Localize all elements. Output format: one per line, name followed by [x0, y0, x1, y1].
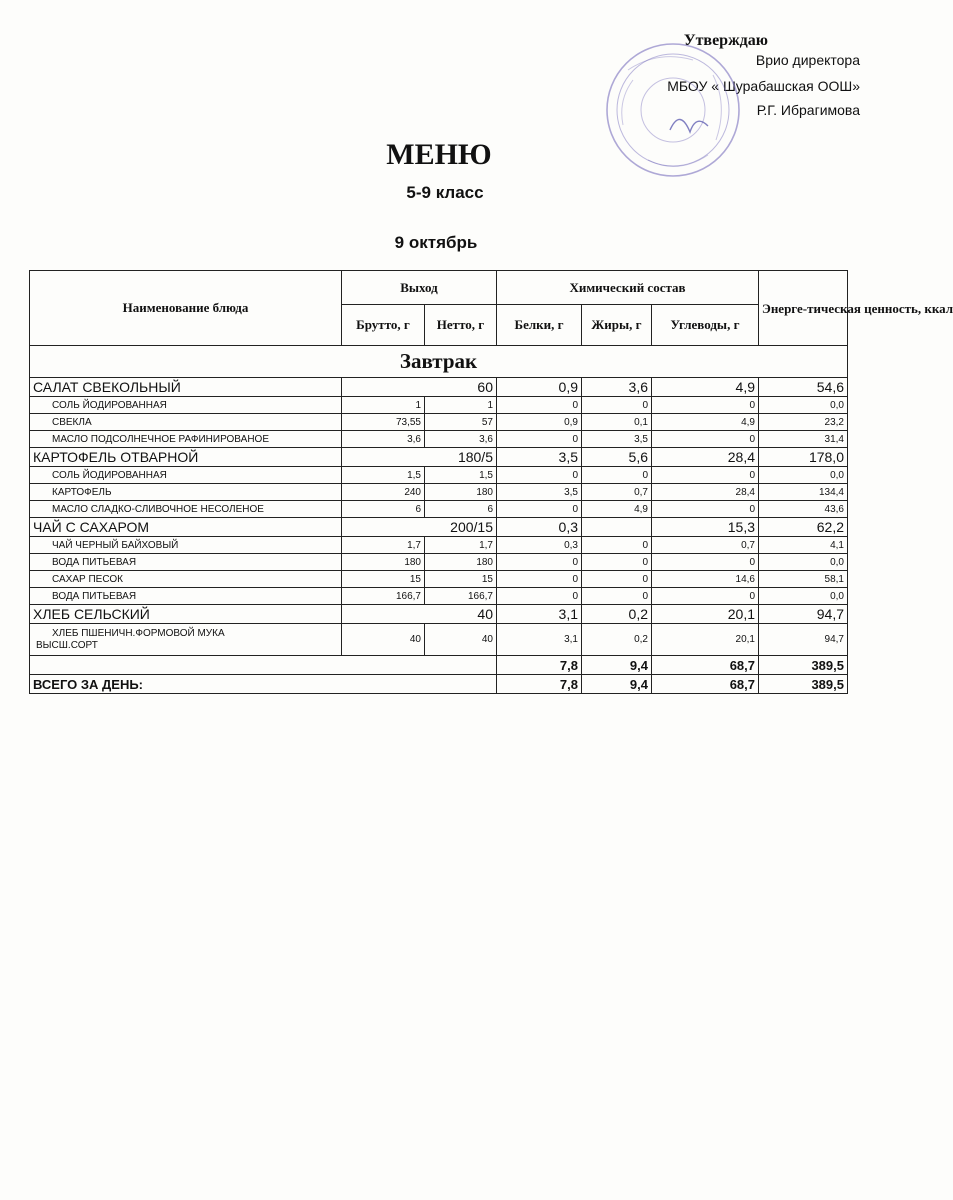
menu-date: 9 октябрь — [394, 233, 478, 252]
header-energy: Энерге-тическая ценность, ккал — [759, 271, 848, 346]
header-net: Нетто, г — [425, 305, 497, 346]
ingredient-carbs: 20,1 — [652, 624, 759, 656]
ingredient-fat: 0 — [582, 537, 652, 554]
dish-output: 180/5 — [342, 448, 497, 467]
section-title: Завтрак — [30, 346, 848, 378]
header-protein: Белки, г — [497, 305, 582, 346]
ingredient-name: КАРТОФЕЛЬ — [30, 484, 342, 501]
ingredient-row — [30, 484, 848, 501]
ingredient-protein: 0 — [497, 397, 582, 414]
ingredient-carbs: 0 — [652, 501, 759, 518]
dish-row — [30, 518, 848, 537]
dish-row — [30, 605, 848, 624]
ingredient-row — [30, 414, 848, 431]
dish-name: КАРТОФЕЛЬ ОТВАРНОЙ — [30, 448, 342, 467]
dish-energy: 62,2 — [759, 518, 848, 537]
ingredient-row — [30, 431, 848, 448]
ingredient-fat: 0 — [582, 571, 652, 588]
header-chem-composition: Химический состав — [497, 271, 759, 305]
subtotal-protein: 7,8 — [497, 656, 582, 675]
subtotal-carbs: 68,7 — [652, 656, 759, 675]
ingredient-name: МАСЛО ПОДСОЛНЕЧНОЕ РАФИНИРОВАНОЕ — [30, 431, 342, 448]
ingredient-fat: 0 — [582, 397, 652, 414]
ingredient-gross: 1 — [342, 397, 425, 414]
ingredient-carbs: 28,4 — [652, 484, 759, 501]
ingredient-name: СВЕКЛА — [30, 414, 342, 431]
total-protein: 7,8 — [497, 675, 582, 694]
header-output: Выход — [342, 271, 497, 305]
ingredient-protein: 0 — [497, 588, 582, 605]
ingredient-net: 40 — [425, 624, 497, 656]
ingredient-protein: 0,9 — [497, 414, 582, 431]
ingredient-row — [30, 467, 848, 484]
dish-name: САЛАТ СВЕКОЛЬНЫЙ — [30, 378, 342, 397]
ingredient-energy: 58,1 — [759, 571, 848, 588]
dish-output: 200/15 — [342, 518, 497, 537]
dish-carbs: 4,9 — [652, 378, 759, 397]
ingredient-net: 6 — [425, 501, 497, 518]
header-gross: Брутто, г — [342, 305, 425, 346]
ingredient-row — [30, 537, 848, 554]
ingredient-protein: 0 — [497, 554, 582, 571]
ingredient-net: 3,6 — [425, 431, 497, 448]
ingredient-fat: 0 — [582, 467, 652, 484]
ingredient-carbs: 0 — [652, 397, 759, 414]
ingredient-gross: 40 — [342, 624, 425, 656]
ingredient-name: САХАР ПЕСОК — [30, 571, 342, 588]
ingredient-name — [30, 624, 342, 656]
class-label: 5-9 класс — [406, 183, 484, 202]
ingredient-name: СОЛЬ ЙОДИРОВАННАЯ — [30, 397, 342, 414]
ingredient-protein: 0 — [497, 571, 582, 588]
ingredient-row — [30, 624, 848, 656]
ingredient-carbs: 14,6 — [652, 571, 759, 588]
subtotal-label — [30, 656, 497, 675]
ingredient-name: ВОДА ПИТЬЕВАЯ — [30, 588, 342, 605]
total-row — [30, 675, 848, 694]
dish-row — [30, 378, 848, 397]
ingredient-protein: 3,5 — [497, 484, 582, 501]
ingredient-name: ЧАЙ ЧЕРНЫЙ БАЙХОВЫЙ — [30, 537, 342, 554]
dish-fat — [582, 518, 652, 537]
ingredient-gross: 73,55 — [342, 414, 425, 431]
ingredient-energy: 134,4 — [759, 484, 848, 501]
dish-protein: 0,9 — [497, 378, 582, 397]
dish-energy: 94,7 — [759, 605, 848, 624]
ingredient-net: 1 — [425, 397, 497, 414]
ingredient-fat: 0 — [582, 554, 652, 571]
ingredient-fat: 3,5 — [582, 431, 652, 448]
dish-energy: 54,6 — [759, 378, 848, 397]
ingredient-net: 166,7 — [425, 588, 497, 605]
header-dish-name: Наименование блюда — [30, 271, 342, 346]
dish-protein: 3,1 — [497, 605, 582, 624]
subtotal-energy: 389,5 — [759, 656, 848, 675]
ingredient-row — [30, 571, 848, 588]
ingredient-protein: 0,3 — [497, 537, 582, 554]
dish-carbs: 20,1 — [652, 605, 759, 624]
ingredient-name: МАСЛО СЛАДКО-СЛИВОЧНОЕ НЕСОЛЕНОЕ — [30, 501, 342, 518]
ingredient-energy: 0,0 — [759, 554, 848, 571]
dish-energy: 178,0 — [759, 448, 848, 467]
dish-protein: 0,3 — [497, 518, 582, 537]
ingredient-name: СОЛЬ ЙОДИРОВАННАЯ — [30, 467, 342, 484]
ingredient-name-line2: ВЫСШ.СОРТ — [36, 639, 98, 651]
ingredient-net: 1,7 — [425, 537, 497, 554]
menu-table — [29, 270, 953, 694]
ingredient-carbs: 0 — [652, 467, 759, 484]
approval-school: МБОУ « Шурабашская ООШ» — [667, 78, 860, 94]
ingredient-gross: 1,5 — [342, 467, 425, 484]
ingredient-gross: 6 — [342, 501, 425, 518]
ingredient-fat: 0,7 — [582, 484, 652, 501]
ingredient-energy: 4,1 — [759, 537, 848, 554]
ingredient-gross: 180 — [342, 554, 425, 571]
subtotal-fat: 9,4 — [582, 656, 652, 675]
dish-fat: 0,2 — [582, 605, 652, 624]
ingredient-fat: 0 — [582, 588, 652, 605]
approval-title: Утверждаю — [683, 32, 768, 49]
ingredient-protein: 0 — [497, 431, 582, 448]
ingredient-carbs: 0,7 — [652, 537, 759, 554]
ingredient-row — [30, 554, 848, 571]
header-fat: Жиры, г — [582, 305, 652, 346]
ingredient-energy: 94,7 — [759, 624, 848, 656]
ingredient-fat: 0,1 — [582, 414, 652, 431]
total-fat: 9,4 — [582, 675, 652, 694]
ingredient-carbs: 0 — [652, 431, 759, 448]
dish-name: ЧАЙ С САХАРОМ — [30, 518, 342, 537]
total-label: ВСЕГО ЗА ДЕНЬ: — [30, 675, 497, 694]
ingredient-protein: 0 — [497, 467, 582, 484]
ingredient-net: 180 — [425, 484, 497, 501]
section-row — [30, 346, 848, 378]
subtotal-row — [30, 656, 848, 675]
header-row-1 — [30, 271, 848, 305]
ingredient-protein: 3,1 — [497, 624, 582, 656]
dish-output: 40 — [342, 605, 497, 624]
ingredient-fat: 0,2 — [582, 624, 652, 656]
ingredient-net: 57 — [425, 414, 497, 431]
ingredient-energy: 0,0 — [759, 588, 848, 605]
ingredient-fat: 4,9 — [582, 501, 652, 518]
ingredient-row — [30, 501, 848, 518]
ingredient-energy: 0,0 — [759, 397, 848, 414]
ingredient-energy: 23,2 — [759, 414, 848, 431]
total-energy: 389,5 — [759, 675, 848, 694]
ingredient-gross: 240 — [342, 484, 425, 501]
page-title: МЕНЮ — [386, 138, 492, 171]
dish-fat: 3,6 — [582, 378, 652, 397]
ingredient-energy: 31,4 — [759, 431, 848, 448]
dish-name: ХЛЕБ СЕЛЬСКИЙ — [30, 605, 342, 624]
dish-row — [30, 448, 848, 467]
ingredient-energy: 0,0 — [759, 467, 848, 484]
ingredient-net: 180 — [425, 554, 497, 571]
ingredient-carbs: 4,9 — [652, 414, 759, 431]
ingredient-net: 15 — [425, 571, 497, 588]
ingredient-row — [30, 588, 848, 605]
approval-name: Р.Г. Ибрагимова — [756, 102, 860, 118]
ingredient-gross: 166,7 — [342, 588, 425, 605]
ingredient-gross: 15 — [342, 571, 425, 588]
ingredient-row — [30, 397, 848, 414]
ingredient-gross: 1,7 — [342, 537, 425, 554]
ingredient-protein: 0 — [497, 501, 582, 518]
ingredient-carbs: 0 — [652, 554, 759, 571]
ingredient-name: ВОДА ПИТЬЕВАЯ — [30, 554, 342, 571]
total-carbs: 68,7 — [652, 675, 759, 694]
ingredient-gross: 3,6 — [342, 431, 425, 448]
ingredient-energy: 43,6 — [759, 501, 848, 518]
dish-output: 60 — [342, 378, 497, 397]
dish-carbs: 28,4 — [652, 448, 759, 467]
ingredient-net: 1,5 — [425, 467, 497, 484]
dish-protein: 3,5 — [497, 448, 582, 467]
approval-position: Врио директора — [755, 52, 860, 68]
dish-fat: 5,6 — [582, 448, 652, 467]
ingredient-carbs: 0 — [652, 588, 759, 605]
header-carbs: Углеводы, г — [652, 305, 759, 346]
ingredient-name-line1: ХЛЕБ ПШЕНИЧН.ФОРМОВОЙ МУКА — [52, 627, 225, 639]
dish-carbs: 15,3 — [652, 518, 759, 537]
